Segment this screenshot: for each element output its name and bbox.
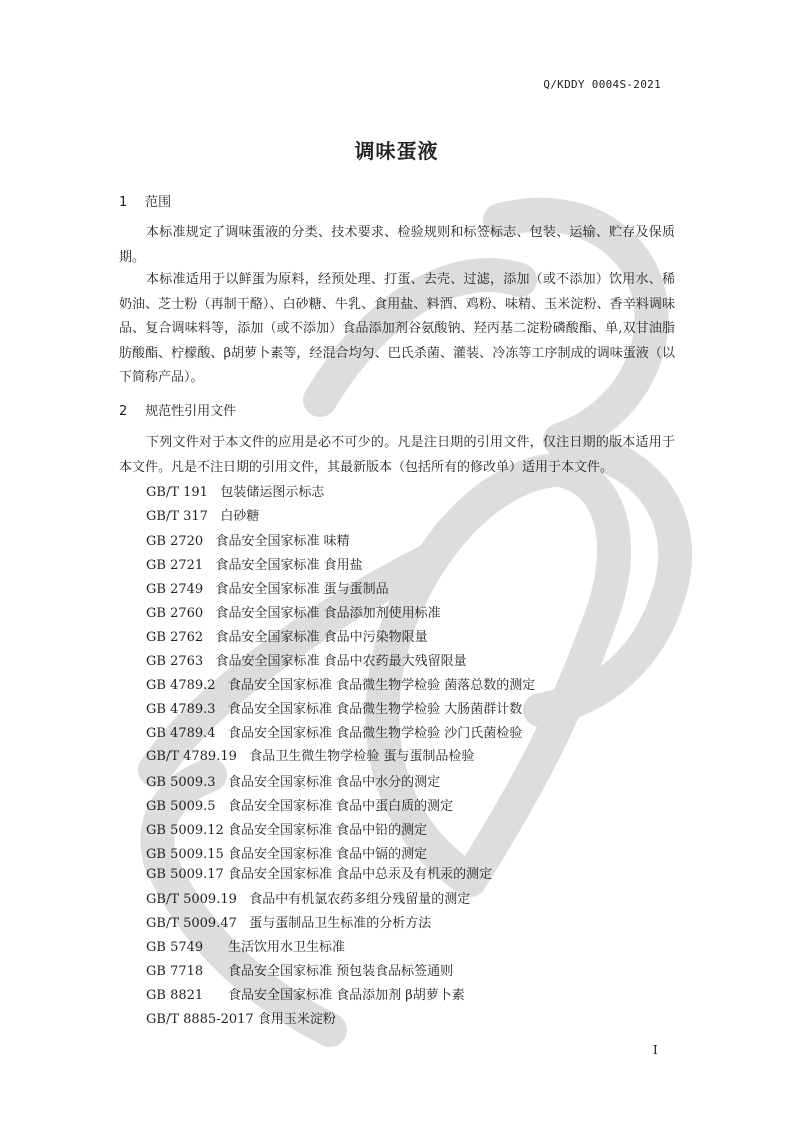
reference-item: GB 5749 生活饮用水卫生标准 [146,940,345,955]
reference-item: GB 4789.3 食品安全国家标准 食品微生物学检验 大肠菌群计数 [146,702,523,717]
reference-item: GB/T 317 白砂糖 [146,509,260,524]
section-number: 2 [119,404,128,419]
reference-item: GB 5009.15 食品安全国家标准 食品中镉的测定 [146,847,428,862]
reference-item: GB/T 5009.19 食品中有机氯农药多组分残留量的测定 [146,892,471,907]
reference-item: GB 8821 食品安全国家标准 食品添加剂 β胡萝卜素 [146,988,465,1003]
reference-item: GB/T 191 包装储运图示标志 [146,485,325,500]
page-number: I [653,1043,658,1057]
reference-item: GB 2721 食品安全国家标准 食用盐 [146,558,363,573]
reference-item: GB 4789.4 食品安全国家标准 食品微生物学检验 沙门氏菌检验 [146,726,523,741]
reference-item: GB 2749 食品安全国家标准 蛋与蛋制品 [146,582,389,597]
reference-item: GB 5009.5 食品安全国家标准 食品中蛋白质的测定 [146,799,454,814]
scope-paragraph-2: 本标准适用于以鲜蛋为原料，经预处理、打蛋、去壳、过滤，添加（或不添加）饮用水、稀奶油、芝士粉（再制干酪）、白砂糖、牛乳、食用盐、料酒、鸡粉、味精、玉米淀粉、香辛料调味品、复合调味料等，添加（或不添加）食品添加剂谷氨酸钠、羟丙基二淀粉磷酸酯、单,双甘油脂肪酸酯、柠檬酸、β胡萝卜素等，经混合均匀、巴氏杀菌、灌装、冷冻等工序制成的调味蛋液（以下简称产品）。 [119,272,675,385]
reference-item: GB/T 8885-2017 食用玉米淀粉 [146,1012,336,1027]
reference-item: GB 5009.17 食品安全国家标准 食品中总汞及有机汞的测定 [146,867,493,882]
reference-item: GB 2760 食品安全国家标准 食品添加剂使用标准 [146,606,441,621]
reference-item: GB 7718 食品安全国家标准 预包装食品标签通则 [146,964,454,979]
references-intro-paragraph: 下列文件对于本文件的应用是必不可少的。凡是注日期的引用文件，仅注日期的版本适用于本文件。凡是不注日期的引用文件，其最新版本（包括所有的修改单）适用于本文件。 [119,435,675,475]
reference-item: GB 5009.12 食品安全国家标准 食品中铅的测定 [146,823,428,838]
section-number: 1 [119,195,128,210]
section-heading-scope [119,191,171,210]
scope-paragraph-1: 本标准规定了调味蛋液的分类、技术要求、检验规则和标签标志、包装、运输、贮存及保质期。 [119,225,675,265]
reference-item: GB/T 5009.47 蛋与蛋制品卫生标准的分析方法 [146,916,432,931]
reference-item: GB 2763 食品安全国家标准 食品中农药最大残留限量 [146,654,467,669]
document-code: Q/KDDY 0004S-2021 [543,78,661,91]
reference-item: GB 2720 食品安全国家标准 味精 [146,534,350,549]
section-title: 范围 [145,195,172,210]
page-title: 调味蛋液 [354,139,439,163]
section-heading-normative-references [119,400,236,419]
reference-item: GB 2762 食品安全国家标准 食品中污染物限量 [146,630,428,645]
reference-item: GB 4789.2 食品安全国家标准 食品微生物学检验 菌落总数的测定 [146,678,536,693]
reference-item: GB/T 4789.19 食品卫生微生物学检验 蛋与蛋制品检验 [146,749,475,764]
reference-item: GB 5009.3 食品安全国家标准 食品中水分的测定 [146,775,441,790]
section-title: 规范性引用文件 [145,404,237,419]
